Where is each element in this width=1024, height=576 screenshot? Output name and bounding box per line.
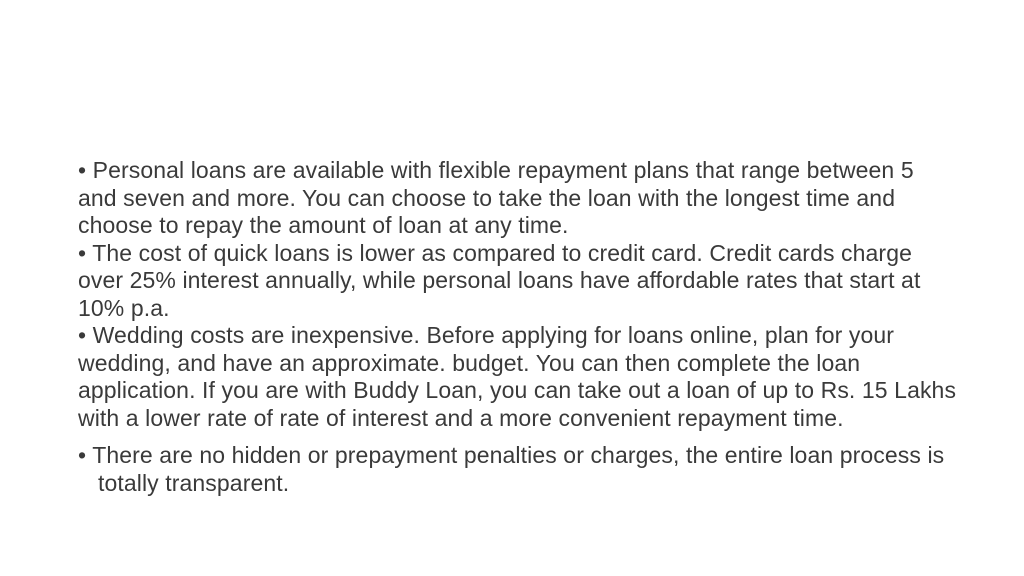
- bullet-no-hidden-charges: • There are no hidden or prepayment penalties or charges, the entire loan process is totally transparent.: [78, 442, 945, 496]
- bullet-cost-comparison: • The cost of quick loans is lower as compared to credit card. Credit cards charge over 25% interest annually, while personal loans have affordable rates that start at 10% p.a.: [78, 239, 921, 321]
- bullet-wedding-costs: • Wedding costs are inexpensive. Before applying for loans online, plan for your wedding, and have an approximate. budget. You can then complete the loan application. If you are with Buddy Loan, you can take out a loan of up to Rs. 15 Lakhs with a lower rate of rate of interest and a more convenient repayment time.: [78, 322, 957, 431]
- slide-body: [78, 157, 958, 497]
- bullet-repayment-plans: • Personal loans are available with flexible repayment plans that range between 5 and seven and more. You can choose to take the loan with the longest time and choose to repay the amount of loan at any time.: [78, 157, 914, 238]
